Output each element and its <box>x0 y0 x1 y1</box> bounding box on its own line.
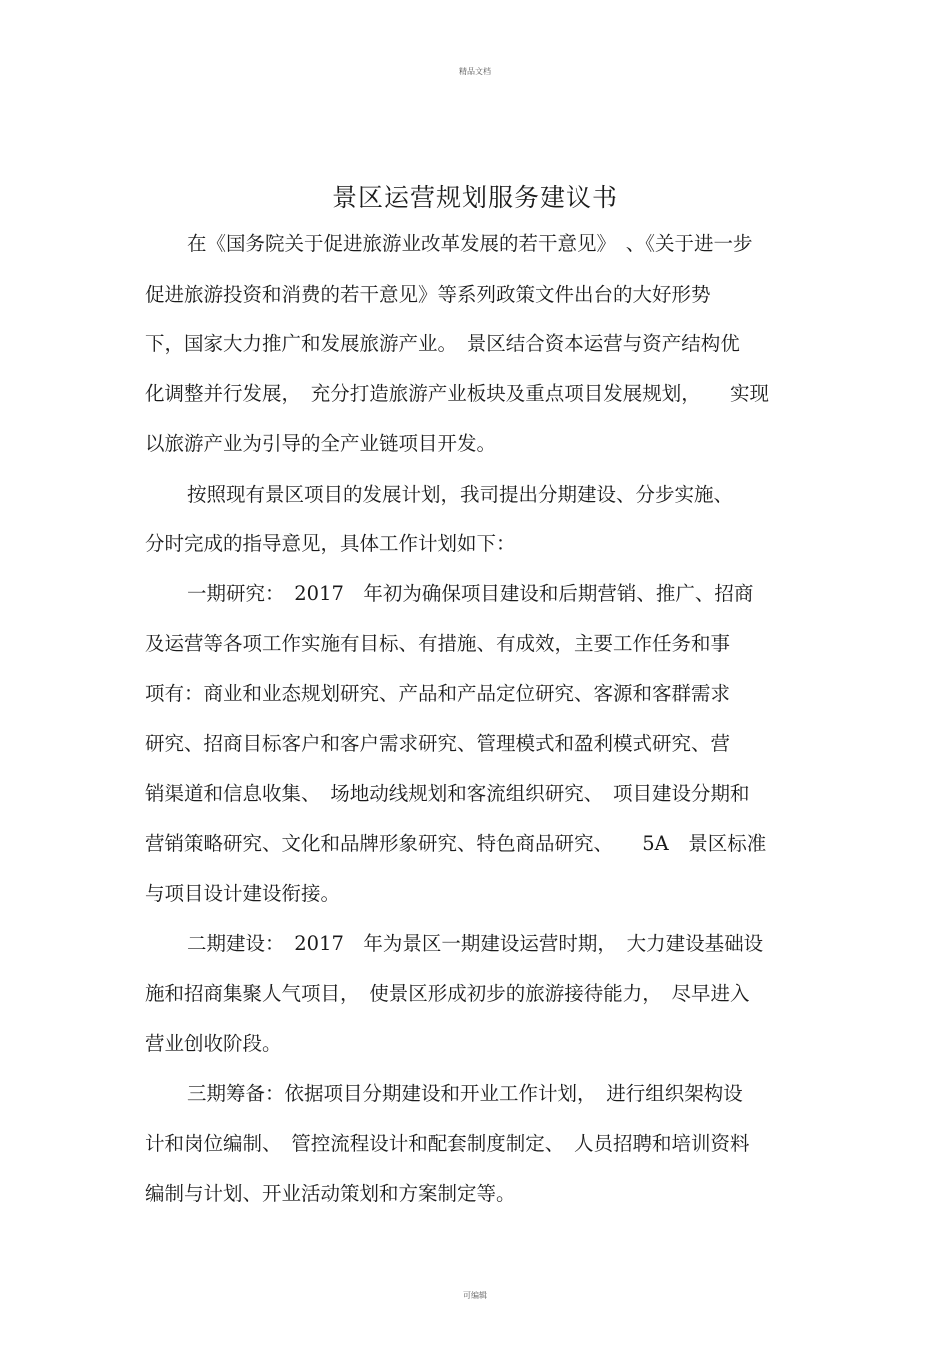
paragraph-line: 施和招商集聚人气项目， 使景区形成初步的旅游接待能力， 尽早进入 <box>145 982 750 1005</box>
document-title: 景区运营规划服务建议书 <box>331 183 618 212</box>
paragraph-line: 与项目设计建设衔接。 <box>145 882 341 905</box>
paragraph-line: 营销策略研究、文化和品牌形象研究、特色商品研究、 5A 景区标准 <box>145 832 767 855</box>
paragraph-line: 计和岗位编制、 管控流程设计和配套制度制定、 人员招聘和培训资料 <box>145 1132 750 1155</box>
paragraph-line: 销渠道和信息收集、 场地动线规划和客流组织研究、 项目建设分期和 <box>145 782 750 805</box>
paragraph-line: 营业创收阶段。 <box>145 1032 282 1055</box>
paragraph-line: 分时完成的指导意见，具体工作计划如下： <box>145 532 516 555</box>
paragraph-line: 三期筹备：依据项目分期建设和开业工作计划， 进行组织架构设 <box>187 1082 743 1105</box>
paragraph-line: 在《国务院关于促进旅游业改革发展的若干意见》 、《关于进一步 <box>187 232 753 255</box>
paragraph-line: 一期研究： 2017 年初为确保项目建设和后期营销、推广、招商 <box>187 582 754 605</box>
paragraph-line: 项有：商业和业态规划研究、产品和产品定位研究、客源和客群需求 <box>145 682 731 705</box>
paragraph-line: 下，国家大力推广和发展旅游产业。 景区结合资本运营与资产结构优 <box>145 332 740 355</box>
paragraph-line: 按照现有景区项目的发展计划，我司提出分期建设、分步实施、 <box>187 483 734 506</box>
paragraph-line: 及运营等各项工作实施有目标、有措施、有成效，主要工作任务和事 <box>145 632 731 655</box>
footer-watermark: 可编辑 <box>463 1291 487 1300</box>
paragraph-line: 研究、招商目标客户和客户需求研究、管理模式和盈利模式研究、营 <box>145 732 731 755</box>
paragraph-line: 二期建设： 2017 年为景区一期建设运营时期， 大力建设基础设 <box>187 932 764 955</box>
paragraph-line: 以旅游产业为引导的全产业链项目开发。 <box>145 432 497 455</box>
paragraph-line: 编制与计划、开业活动策划和方案制定等。 <box>145 1182 516 1205</box>
header-watermark: 精品文档 <box>459 67 491 76</box>
paragraph-line: 化调整并行发展， 充分打造旅游产业板块及重点项目发展规划， 实现 <box>145 382 770 405</box>
paragraph-line: 促进旅游投资和消费的若干意见》等系列政策文件出台的大好形势 <box>145 283 711 306</box>
